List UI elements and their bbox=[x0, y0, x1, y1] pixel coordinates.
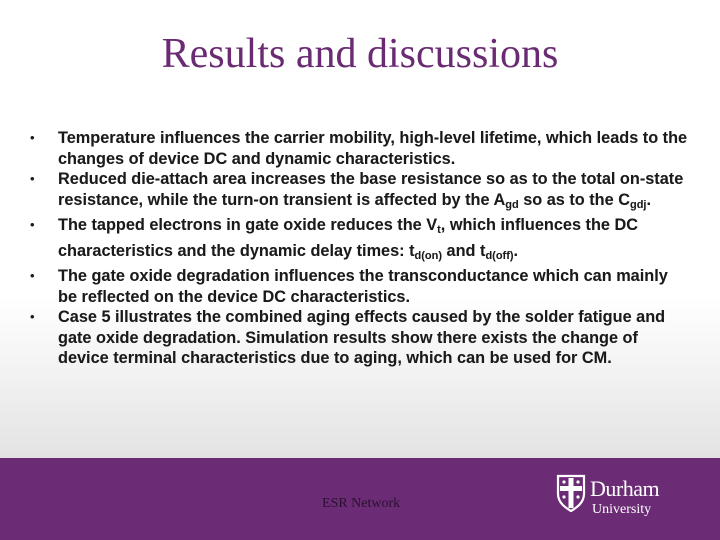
bullet-text: Temperature influences the carrier mobility, high-level lifetime, which leads to the changes of device DC and dynamic characteristics. bbox=[58, 129, 688, 168]
bullet-item bbox=[28, 266, 688, 307]
bullet-marker: • bbox=[30, 309, 35, 324]
bullet-text: . bbox=[646, 190, 651, 209]
bullet-list bbox=[28, 128, 688, 369]
bullet-text: The gate oxide degradation influences the transconductance which can mainly be reflected on the device DC characteristics. bbox=[58, 267, 668, 306]
slide-title: Results and discussions bbox=[161, 31, 559, 77]
bullet-item bbox=[28, 128, 688, 169]
bullet-text: Reduced die-attach area increases the base resistance so as to the total on-state resistance, while the turn-on transient is affected by the A bbox=[58, 170, 684, 209]
subscript: gdj bbox=[629, 198, 647, 211]
subscript: t bbox=[437, 224, 441, 236]
bullet-item bbox=[28, 215, 688, 266]
bullet-marker: • bbox=[30, 268, 35, 283]
bullet-item bbox=[28, 307, 688, 369]
footer-text: ESR Network bbox=[322, 496, 401, 511]
bullet-text: so as to the C bbox=[518, 190, 630, 209]
bullet-text: The tapped electrons in gate oxide reduces the V bbox=[58, 216, 438, 234]
bullet-text: . bbox=[513, 241, 519, 260]
footer-bar bbox=[0, 458, 720, 540]
subscript: d(on) bbox=[414, 249, 443, 262]
university-shield-icon bbox=[556, 474, 586, 512]
bullet-marker: • bbox=[30, 217, 35, 232]
durham-university-logo bbox=[556, 474, 680, 530]
bullet-text: Case 5 illustrates the combined aging effects caused by the solder fatigue and gate oxide degradation. Simulation results show there exists the change of device terminal characteristics due to aging, which can be used for CM. bbox=[58, 308, 666, 367]
bullet-marker: • bbox=[30, 130, 35, 145]
bullet-marker: • bbox=[30, 171, 35, 186]
bullet-text: and t bbox=[442, 241, 486, 260]
subscript: d(off) bbox=[485, 249, 514, 262]
subscript: gd bbox=[505, 198, 519, 211]
logo-subtitle: University bbox=[592, 502, 652, 517]
logo-name: Durham bbox=[590, 476, 660, 501]
bullet-text: , which influences the DC characteristics and the dynamic delay times: t bbox=[58, 216, 638, 260]
bullet-item bbox=[28, 169, 688, 215]
